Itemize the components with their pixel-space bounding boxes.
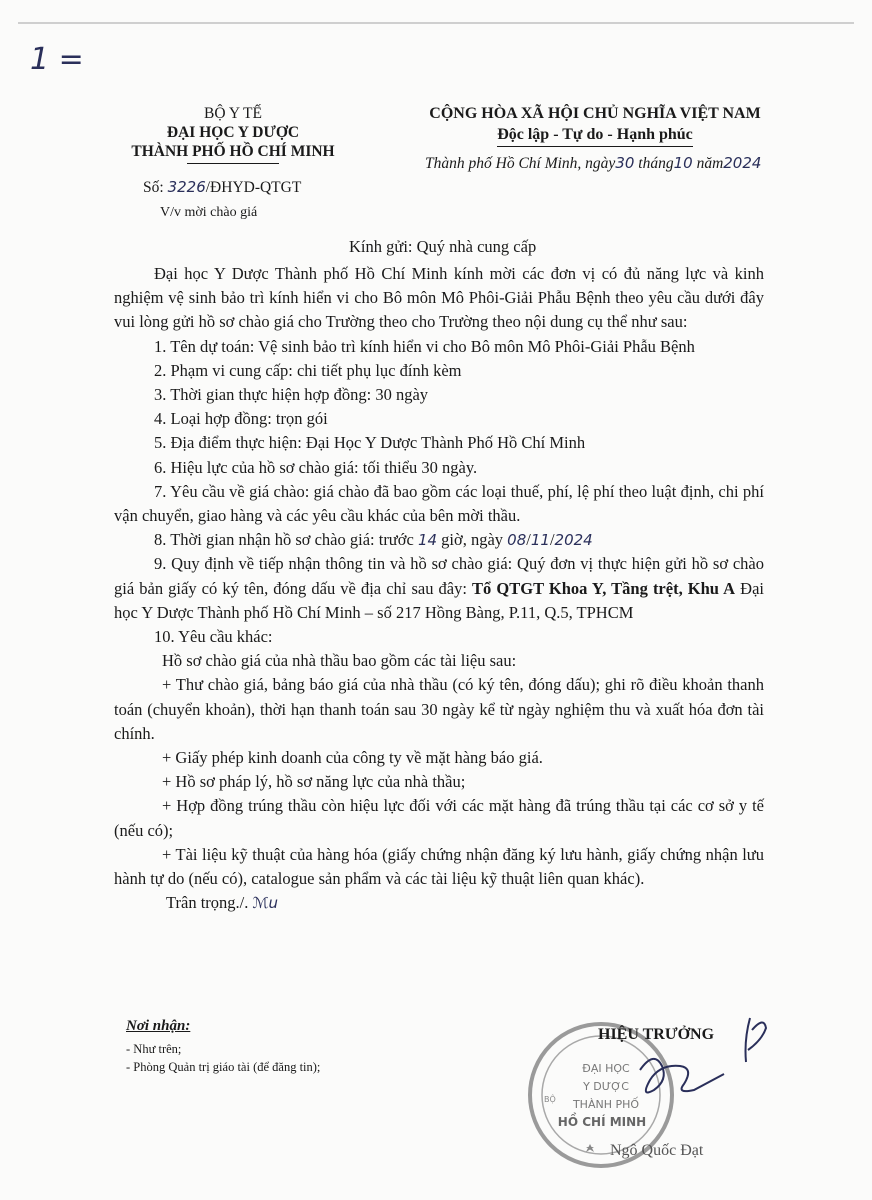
handwritten-month: 10 — [673, 154, 693, 172]
item-3: 3. Thời gian thực hiện hợp đồng: 30 ngày — [154, 385, 429, 405]
country-name: CỘNG HÒA XÃ HỘI CHỦ NGHĨA VIỆT NAM — [429, 105, 761, 122]
item-1: 1. Tên dự toán: Vệ sinh bảo trì kính hiển vi cho Bô môn Mô Phôi-Giải Phẫu Bệnh — [154, 336, 695, 356]
item-6: 6. Hiệu lực của hồ sơ chào giá: tối thiểu 30 ngày. — [154, 457, 478, 477]
handwritten-deadline-year: 2024 — [554, 531, 593, 550]
handwritten-day: 30 — [615, 154, 635, 172]
ministry-name: BỘ Y TẾ — [204, 105, 262, 122]
recipients-label: Nơi nhận: — [126, 1018, 191, 1034]
item-5: 5. Địa điểm thực hiện: Đại Học Y Dược Thành Phố Hồ Chí Minh — [154, 433, 586, 453]
delivery-office: Tổ QTGT Khoa Y, Tầng trệt, Khu A — [472, 578, 736, 598]
item-9: 9. Quy định về tiếp nhận thông tin và hồ sơ chào giá: Quý đơn vị thực hiện gửi hồ sơ chào giá bản giấy có ký tên, đóng dấu về địa chỉ sau đây: Tổ QTGT Khoa Y, Tầng trệt, Khu A Đại học Y Dược Thành phố Hồ Chí Minh – số 217 Hồng Bàng, P.11, Q.5, TPHCM — [114, 554, 764, 622]
seal-line-1: ĐẠI HỌC — [582, 1062, 630, 1075]
seal-edge-text: BỘ — [544, 1095, 556, 1104]
requirement-5: + Tài liệu kỹ thuật của hàng hóa (giấy chứng nhận đăng ký lưu hành, giấy chứng nhận lưu hành tự do (nếu có), catalogue sản phẩm và các tài liệu kỹ thuật liên quan khác). — [114, 844, 764, 889]
recipients-list — [126, 1040, 320, 1076]
seal-line-3: THÀNH PHỐ — [572, 1098, 640, 1111]
requirement-2: + Giấy phép kinh doanh của công ty về mặt hàng báo giá. — [162, 748, 543, 768]
signer-name: Ngô Quốc Đạt — [610, 1142, 704, 1159]
issuer-underline — [187, 163, 279, 164]
closing: Trân trọng./. ℳu — [166, 893, 279, 913]
seal-line-2: Y DƯỢC — [583, 1080, 629, 1093]
requirement-3: + Hồ sơ pháp lý, hồ sơ năng lực của nhà thầu; — [162, 772, 466, 792]
requirement-4: + Hợp đồng trúng thầu còn hiệu lực đối với các mặt hàng đã trúng thầu tại các cơ sở y tế (nếu có); — [114, 796, 764, 840]
handwritten-year: 2024 — [723, 154, 762, 172]
university-name-line2: THÀNH PHỐ HỒ CHÍ MINH — [131, 143, 335, 160]
national-motto: Độc lập - Tự do - Hạnh phúc — [497, 124, 693, 147]
item-7: 7. Yêu cầu về giá chào: giá chào đã bao gồm các loại thuế, phí, lệ phí theo luật định, chi phí vận chuyển, giao hàng và các yêu cầu khác của bên mời thầu. — [114, 481, 764, 526]
item-10: 10. Yêu cầu khác: — [154, 627, 273, 647]
document-date: Thành phố Hồ Chí Minh, ngày30 tháng10 năm2024 — [425, 154, 762, 172]
item-10-intro: Hồ sơ chào giá của nhà thầu bao gồm các tài liệu sau: — [162, 651, 517, 671]
handwritten-deadline-day: 08 — [507, 531, 527, 550]
greeting: Kính gửi: Quý nhà cung cấp — [349, 237, 537, 256]
handwritten-signature — [600, 1010, 790, 1120]
initials-scribble: ℳu — [252, 894, 279, 913]
item-2: 2. Phạm vi cung cấp: chi tiết phụ lục đính kèm — [154, 360, 462, 380]
issuer-block — [118, 104, 348, 164]
national-header — [410, 103, 780, 147]
scan-edge-line — [18, 22, 854, 24]
intro-paragraph: Đại học Y Dược Thành phố Hồ Chí Minh kính mời các đơn vị có đủ năng lực và kinh nghiệm vệ sinh bảo trì kính hiển vi cho Bô môn Mô Phôi-Giải Phẫu Bệnh theo yêu cầu dưới đây vui lòng gửi hồ sơ chào giá cho Trường theo cho Trường theo nội dung cụ thể như sau: — [114, 264, 764, 332]
letter-body — [114, 262, 764, 915]
item-8: 8. Thời gian nhận hồ sơ chào giá: trước 14 giờ, ngày 08/11/2024 — [154, 530, 593, 550]
seal-star-icon — [586, 1144, 594, 1152]
document-subject: V/v mời chào giá — [160, 205, 258, 220]
recipient-1: - Như trên; — [126, 1042, 182, 1056]
university-name-line1: ĐẠI HỌC Y DƯỢC — [166, 124, 300, 141]
requirement-1: + Thư chào giá, bảng báo giá của nhà thầu (có ký tên, đóng dấu); ghi rõ điều khoản thanh toán (chuyển khoản), thời hạn thanh toán sau 30 ngày kể từ ngày nghiệm thu và xuất hóa đơn tài chính. — [114, 675, 764, 743]
item-4: 4. Loại hợp đồng: trọn gói — [154, 409, 328, 429]
margin-handwritten-mark: 1 = — [30, 42, 84, 77]
document-number: Số: 3226/ĐHYD-QTGT — [143, 178, 302, 196]
handwritten-deadline-month: 11 — [530, 531, 550, 550]
recipient-2: - Phòng Quản trị giáo tài (để đăng tin); — [126, 1060, 321, 1074]
signer-title: HIỆU TRƯỞNG — [598, 1026, 715, 1043]
handwritten-hour: 14 — [417, 531, 438, 550]
handwritten-number: 3226 — [167, 178, 206, 196]
seal-line-4: HỒ CHÍ MINH — [557, 1115, 647, 1129]
